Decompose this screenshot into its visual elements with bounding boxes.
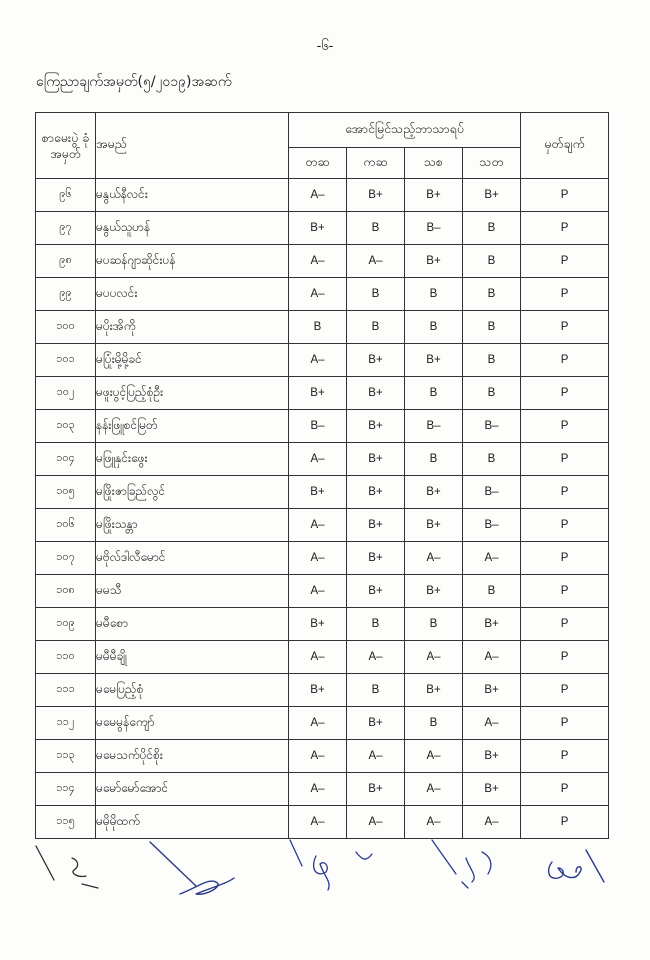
- grade-cell: B+: [463, 179, 521, 212]
- grade-cell: B+: [347, 773, 405, 806]
- grade-cell: A–: [289, 641, 347, 674]
- grade-cell: A–: [463, 707, 521, 740]
- seat-number-cell: ၁၀၇: [36, 542, 96, 575]
- table-row: [36, 311, 609, 344]
- grade-cell: A–: [289, 707, 347, 740]
- grade-cell: B: [463, 311, 521, 344]
- grade-cell: B: [463, 212, 521, 245]
- results-table: [35, 112, 609, 839]
- table-row: [36, 443, 609, 476]
- signatures: [20, 838, 630, 918]
- remark-cell: P: [521, 641, 609, 674]
- grade-cell: B+: [405, 476, 463, 509]
- student-name-cell: မမော်မော်အောင်: [96, 773, 289, 806]
- student-name-cell: မနွယ်နီလင်း: [96, 179, 289, 212]
- signature-1: [36, 846, 98, 888]
- grade-cell: B+: [405, 344, 463, 377]
- grade-cell: A–: [347, 806, 405, 839]
- seat-number-cell: ၁၀၄: [36, 443, 96, 476]
- seat-number-cell: ၁၀၁: [36, 344, 96, 377]
- seat-number-cell: ၁၁၄: [36, 773, 96, 806]
- grade-cell: B+: [463, 740, 521, 773]
- student-name-cell: မမေမွန်ကျော်: [96, 707, 289, 740]
- seat-number-cell: ၁၀၀: [36, 311, 96, 344]
- table-row: [36, 806, 609, 839]
- grade-cell: A–: [289, 344, 347, 377]
- grade-cell: B–: [463, 476, 521, 509]
- remark-cell: P: [521, 476, 609, 509]
- grade-cell: A–: [289, 773, 347, 806]
- grade-cell: B: [405, 278, 463, 311]
- grade-cell: B–: [463, 410, 521, 443]
- student-name-cell: မပဆန်ဂျာဆိုင်းပန်: [96, 245, 289, 278]
- student-name-cell: မပပလင်း: [96, 278, 289, 311]
- student-name-cell: မမသီ: [96, 575, 289, 608]
- grade-cell: B+: [405, 245, 463, 278]
- table-row: [36, 608, 609, 641]
- grade-cell: B: [347, 278, 405, 311]
- remark-cell: P: [521, 212, 609, 245]
- grade-cell: B–: [289, 410, 347, 443]
- signature-2: [150, 842, 234, 894]
- seat-number-cell: ၁၀၉: [36, 608, 96, 641]
- remark-cell: P: [521, 245, 609, 278]
- page-number: -၆-: [316, 39, 334, 54]
- grade-cell: B: [405, 443, 463, 476]
- student-name-cell: မမီမီချို: [96, 641, 289, 674]
- grade-cell: B+: [347, 476, 405, 509]
- student-name-cell: မဖြိုးဇာခြည်လွင်: [96, 476, 289, 509]
- grade-cell: B: [463, 344, 521, 377]
- table-row: [36, 377, 609, 410]
- grade-cell: B+: [463, 773, 521, 806]
- remark-cell: P: [521, 806, 609, 839]
- student-name-cell: မပိုးအိကို: [96, 311, 289, 344]
- table-row: [36, 344, 609, 377]
- student-name-cell: မမိုမိုထက်: [96, 806, 289, 839]
- grade-cell: B–: [405, 410, 463, 443]
- table-row: [36, 179, 609, 212]
- table-row: [36, 476, 609, 509]
- grade-cell: B: [347, 311, 405, 344]
- grade-cell: B: [405, 707, 463, 740]
- grade-cell: A–: [405, 542, 463, 575]
- grade-cell: A–: [289, 806, 347, 839]
- seat-number-cell: ၁၁၀: [36, 641, 96, 674]
- grade-cell: B: [463, 575, 521, 608]
- header-subject-4: သတ: [463, 148, 521, 179]
- grade-cell: B: [347, 212, 405, 245]
- grade-cell: A–: [289, 278, 347, 311]
- seat-number-cell: ၉၈: [36, 245, 96, 278]
- grade-cell: B: [289, 311, 347, 344]
- student-name-cell: မမေပြည့်စုံ: [96, 674, 289, 707]
- grade-cell: A–: [463, 542, 521, 575]
- grade-cell: B+: [347, 575, 405, 608]
- table-row: [36, 641, 609, 674]
- grade-cell: B+: [405, 674, 463, 707]
- table-row: [36, 773, 609, 806]
- signature-3: [290, 840, 372, 890]
- seat-number-cell: ၁၀၅: [36, 476, 96, 509]
- grade-cell: B+: [405, 575, 463, 608]
- grade-cell: B: [405, 377, 463, 410]
- remark-cell: P: [521, 278, 609, 311]
- grade-cell: B: [347, 674, 405, 707]
- grade-cell: B: [463, 245, 521, 278]
- student-name-cell: မပြုံးမို့မို့ခင်: [96, 344, 289, 377]
- grade-cell: B+: [463, 608, 521, 641]
- header-name: အမည်: [96, 113, 289, 179]
- seat-number-cell: ၁၀၂: [36, 377, 96, 410]
- table-row: [36, 410, 609, 443]
- signature-4: [432, 840, 491, 888]
- header-seat-number: စာမေးပွဲ ခုံအမှတ်: [36, 113, 96, 179]
- grade-cell: B+: [347, 542, 405, 575]
- remark-cell: P: [521, 773, 609, 806]
- table-row: [36, 542, 609, 575]
- grade-cell: B+: [347, 179, 405, 212]
- header-subject-2: ကဆ: [347, 148, 405, 179]
- table-row: [36, 674, 609, 707]
- remark-cell: P: [521, 608, 609, 641]
- remark-cell: P: [521, 674, 609, 707]
- header-subject-3: သစ: [405, 148, 463, 179]
- grade-cell: A–: [405, 740, 463, 773]
- table-row: [36, 212, 609, 245]
- seat-number-cell: ၁၀၆: [36, 509, 96, 542]
- remark-cell: P: [521, 344, 609, 377]
- grade-cell: B+: [347, 707, 405, 740]
- grade-cell: B+: [405, 179, 463, 212]
- seat-number-cell: ၉၉: [36, 278, 96, 311]
- seat-number-cell: ၉၆: [36, 179, 96, 212]
- grade-cell: B+: [289, 212, 347, 245]
- table-row: [36, 509, 609, 542]
- grade-cell: A–: [289, 509, 347, 542]
- remark-cell: P: [521, 377, 609, 410]
- grade-cell: B+: [347, 377, 405, 410]
- seat-number-cell: ၁၁၁: [36, 674, 96, 707]
- announcement-heading: ကြေညာချက်အမှတ်(၅/၂၀၁၉)အဆက်: [36, 74, 232, 90]
- grade-cell: A–: [405, 806, 463, 839]
- student-name-cell: မမီစော: [96, 608, 289, 641]
- remark-cell: P: [521, 575, 609, 608]
- grade-cell: B–: [405, 212, 463, 245]
- grade-cell: B+: [405, 509, 463, 542]
- grade-cell: B: [463, 377, 521, 410]
- grade-cell: A–: [289, 542, 347, 575]
- seat-number-cell: ၁၁၅: [36, 806, 96, 839]
- grade-cell: A–: [289, 443, 347, 476]
- table-row: [36, 707, 609, 740]
- remark-cell: P: [521, 443, 609, 476]
- grade-cell: B: [405, 311, 463, 344]
- table-row: [36, 575, 609, 608]
- grade-cell: A–: [289, 245, 347, 278]
- remark-cell: P: [521, 542, 609, 575]
- remark-cell: P: [521, 509, 609, 542]
- student-name-cell: မဗိုလ်ဒါလီမောင်: [96, 542, 289, 575]
- seat-number-cell: ၁၀၃: [36, 410, 96, 443]
- student-name-cell: မနွယ်သူဟန်: [96, 212, 289, 245]
- grade-cell: B+: [289, 377, 347, 410]
- signature-5: [549, 850, 604, 882]
- remark-cell: P: [521, 707, 609, 740]
- grade-cell: A–: [463, 641, 521, 674]
- grade-cell: B: [347, 608, 405, 641]
- seat-number-cell: ၉၇: [36, 212, 96, 245]
- grade-cell: B: [463, 443, 521, 476]
- grade-cell: B+: [289, 674, 347, 707]
- grade-cell: B+: [347, 443, 405, 476]
- grade-cell: B: [405, 608, 463, 641]
- grade-cell: B+: [289, 476, 347, 509]
- grade-cell: A–: [405, 773, 463, 806]
- grade-cell: B+: [347, 344, 405, 377]
- grade-cell: A–: [347, 740, 405, 773]
- grade-cell: A–: [289, 179, 347, 212]
- grade-cell: A–: [289, 740, 347, 773]
- student-name-cell: မမေသက်ပိုင်စိုး: [96, 740, 289, 773]
- student-name-cell: မဖြူနှင်းဖွေး: [96, 443, 289, 476]
- header-passed-subjects: အောင်မြင်သည့်ဘာသာရပ်: [289, 113, 521, 148]
- grade-cell: B–: [463, 509, 521, 542]
- grade-cell: A–: [347, 245, 405, 278]
- remark-cell: P: [521, 740, 609, 773]
- grade-cell: B+: [347, 509, 405, 542]
- remark-cell: P: [521, 410, 609, 443]
- student-name-cell: နန်းဖြူစင်မြတ်: [96, 410, 289, 443]
- header-remark: မှတ်ချက်: [521, 113, 609, 179]
- remark-cell: P: [521, 311, 609, 344]
- remark-cell: P: [521, 179, 609, 212]
- table-row: [36, 245, 609, 278]
- grade-cell: A–: [405, 641, 463, 674]
- table-row: [36, 278, 609, 311]
- seat-number-cell: ၁၁၃: [36, 740, 96, 773]
- grade-cell: B+: [347, 410, 405, 443]
- grade-cell: B+: [289, 608, 347, 641]
- header-subject-1: တဆ: [289, 148, 347, 179]
- table-row: [36, 740, 609, 773]
- student-name-cell: မဖြိုးသန္တာ: [96, 509, 289, 542]
- grade-cell: A–: [289, 575, 347, 608]
- seat-number-cell: ၁၀၈: [36, 575, 96, 608]
- grade-cell: A–: [347, 641, 405, 674]
- seat-number-cell: ၁၁၂: [36, 707, 96, 740]
- grade-cell: B: [463, 278, 521, 311]
- student-name-cell: မဖူးပွင့်ပြည့်စုံဦး: [96, 377, 289, 410]
- grade-cell: B+: [463, 674, 521, 707]
- grade-cell: A–: [463, 806, 521, 839]
